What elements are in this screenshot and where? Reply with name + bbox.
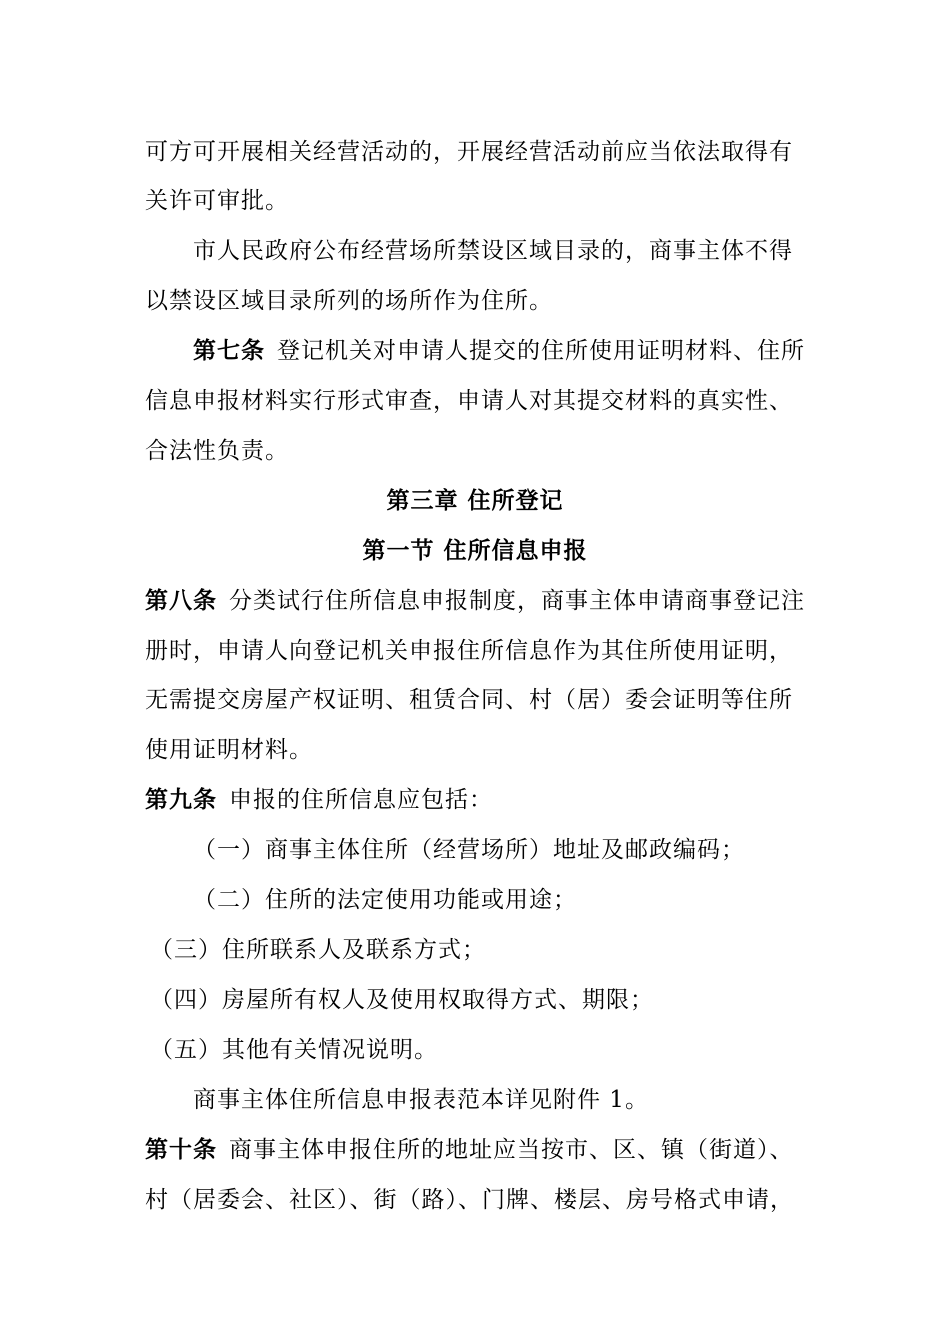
article-9-line	[145, 785, 493, 815]
article-10-label: 第十条	[145, 1136, 217, 1163]
paragraph-line: 商事主体住所信息申报表范本详见附件 1。	[193, 1087, 649, 1113]
article-8-text: 分类试行住所信息申报制度，商事主体申请商事登记注	[229, 588, 805, 614]
paragraph-line: 以禁设区域目录所列的场所作为住所。	[145, 288, 553, 314]
article-7-text: 登记机关对申请人提交的住所使用证明材料、住所	[277, 338, 805, 364]
section-title: 第一节 住所信息申报	[362, 538, 588, 564]
paragraph-line: 市人民政府公布经营场所禁设区域目录的，商事主体不得	[193, 238, 793, 264]
article-9-label: 第九条	[145, 786, 217, 813]
paragraph-line: 无需提交房屋产权证明、租赁合同、村（居）委会证明等住所	[145, 687, 793, 713]
article-7-label: 第七条	[193, 337, 265, 364]
list-item: （一）商事主体住所（经营场所）地址及邮政编码；	[193, 837, 745, 863]
article-10-line	[145, 1135, 794, 1165]
article-10-text: 商事主体申报住所的地址应当按市、区、镇（街道）、	[229, 1137, 794, 1163]
list-item: （三）住所联系人及联系方式；	[150, 937, 486, 963]
article-7-line	[193, 336, 805, 366]
paragraph-line: 合法性负责。	[145, 438, 289, 464]
paragraph-line: 关许可审批。	[145, 188, 289, 214]
article-8-label: 第八条	[145, 587, 217, 614]
list-item: （四）房屋所有权人及使用权取得方式、期限；	[150, 987, 654, 1013]
list-item: （二）住所的法定使用功能或用途；	[193, 887, 577, 913]
chapter-title: 第三章 住所登记	[386, 488, 564, 514]
paragraph-line: 可方可开展相关经营活动的，开展经营活动前应当依法取得有	[145, 139, 793, 165]
list-item: （五）其他有关情况说明。	[150, 1037, 438, 1063]
paragraph-line: 使用证明材料。	[145, 737, 313, 763]
article-9-text: 申报的住所信息应包括：	[229, 787, 493, 813]
paragraph-line: 册时，申请人向登记机关申报住所信息作为其住所使用证明，	[145, 638, 793, 664]
article-8-line	[145, 586, 805, 616]
paragraph-line: 村（居委会、社区）、街（路）、门牌、楼层、房号格式申请，	[145, 1187, 794, 1213]
paragraph-line: 信息申报材料实行形式审查，申请人对其提交材料的真实性、	[145, 388, 793, 414]
